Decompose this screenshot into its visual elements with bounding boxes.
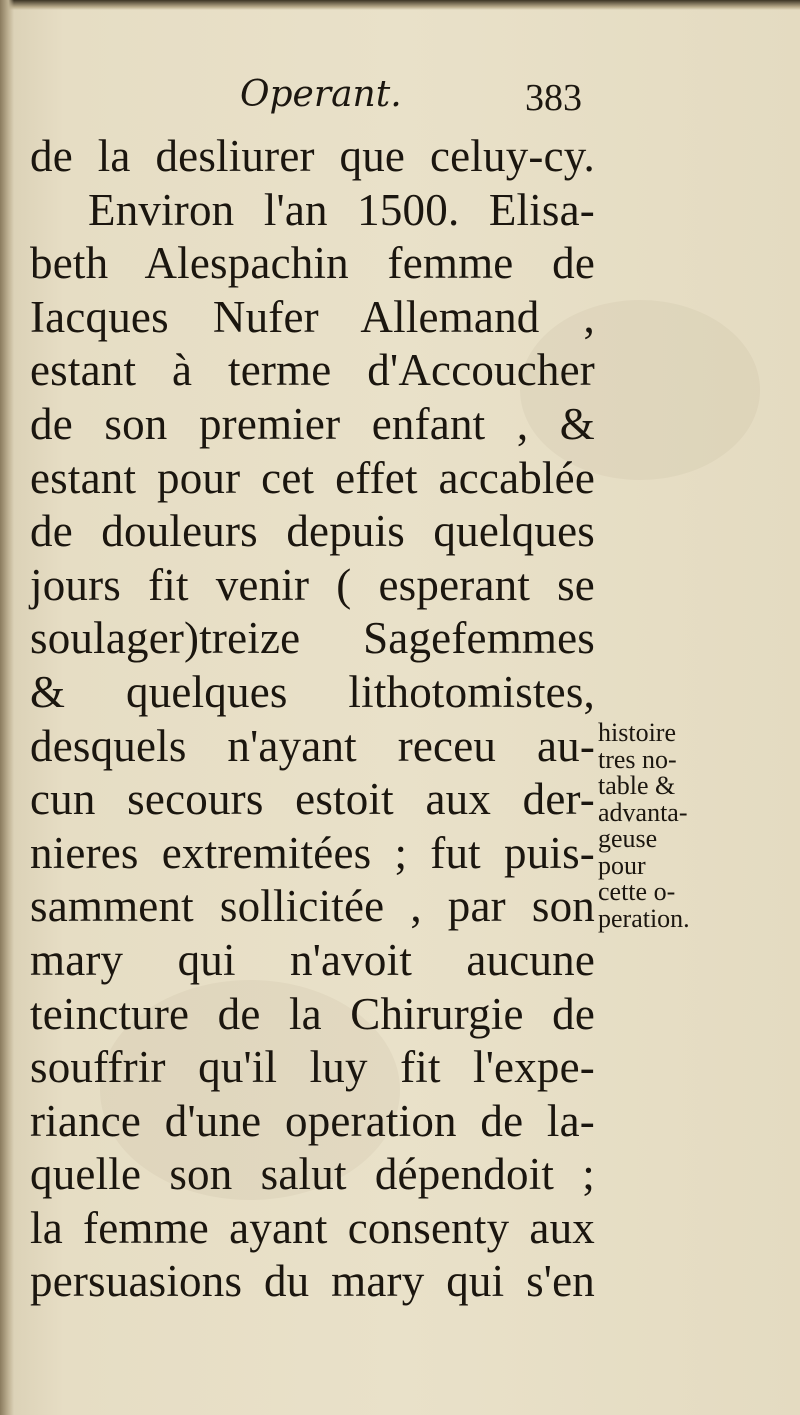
text-line: Environ l'an 1500. Elisa- (88, 184, 595, 235)
margin-note-line: pour (598, 850, 646, 880)
margin-note-line: geuse (598, 824, 658, 853)
text-line: soulager)treize Sagefemmes (30, 613, 595, 664)
margin-note-line: tres no- (598, 744, 677, 774)
body-text (30, 130, 595, 1309)
text-line: teincture de la Chirurgie de (30, 988, 595, 1039)
margin-note-line: peration. (598, 903, 690, 933)
text-line: souffrir qu'il luy fit l'expe- (30, 1042, 595, 1093)
margin-note-line: advanta- (598, 797, 688, 827)
text-line: de son premier enfant , & (30, 398, 595, 449)
text-line: nieres extremitées ; fut puis- (30, 827, 595, 878)
text-line: cun secours estoit aux der- (30, 774, 595, 825)
text-line: de douleurs depuis quelques (30, 506, 595, 557)
margin-note-line: cette o- (598, 877, 676, 906)
text-line: & quelques lithotomistes, (30, 666, 595, 717)
page-number: 383 (525, 77, 582, 119)
text-line: de la desliurer que celuy-cy. (30, 131, 595, 181)
text-line: Iacques Nufer Allemand , (30, 291, 595, 342)
running-title: Operant. (240, 74, 402, 115)
text-line: mary qui n'avoit aucune (30, 934, 595, 985)
text-line: estant pour cet effet accablée (30, 452, 595, 503)
text-line: samment sollicitée , par son (30, 881, 595, 932)
text-line: riance d'une operation de la- (30, 1095, 595, 1146)
text-line: jours fit venir ( esperant se (30, 559, 595, 610)
text-line: la femme ayant consenty aux (30, 1202, 595, 1253)
text-line: beth Alespachin femme de (30, 238, 595, 289)
text-line: quelle son salut dépendoit ; (30, 1149, 595, 1200)
text-line: persuasions du mary qui s'en (30, 1256, 595, 1307)
margin-note (598, 720, 738, 932)
text-line: estant à terme d'Accoucher (30, 345, 595, 396)
margin-note-line: histoire (598, 718, 676, 747)
text-line: desquels n'ayant receu au- (30, 720, 595, 771)
margin-note-line: table & (598, 771, 676, 800)
page-binding-edge (0, 0, 14, 1415)
page-top-edge (0, 0, 800, 10)
